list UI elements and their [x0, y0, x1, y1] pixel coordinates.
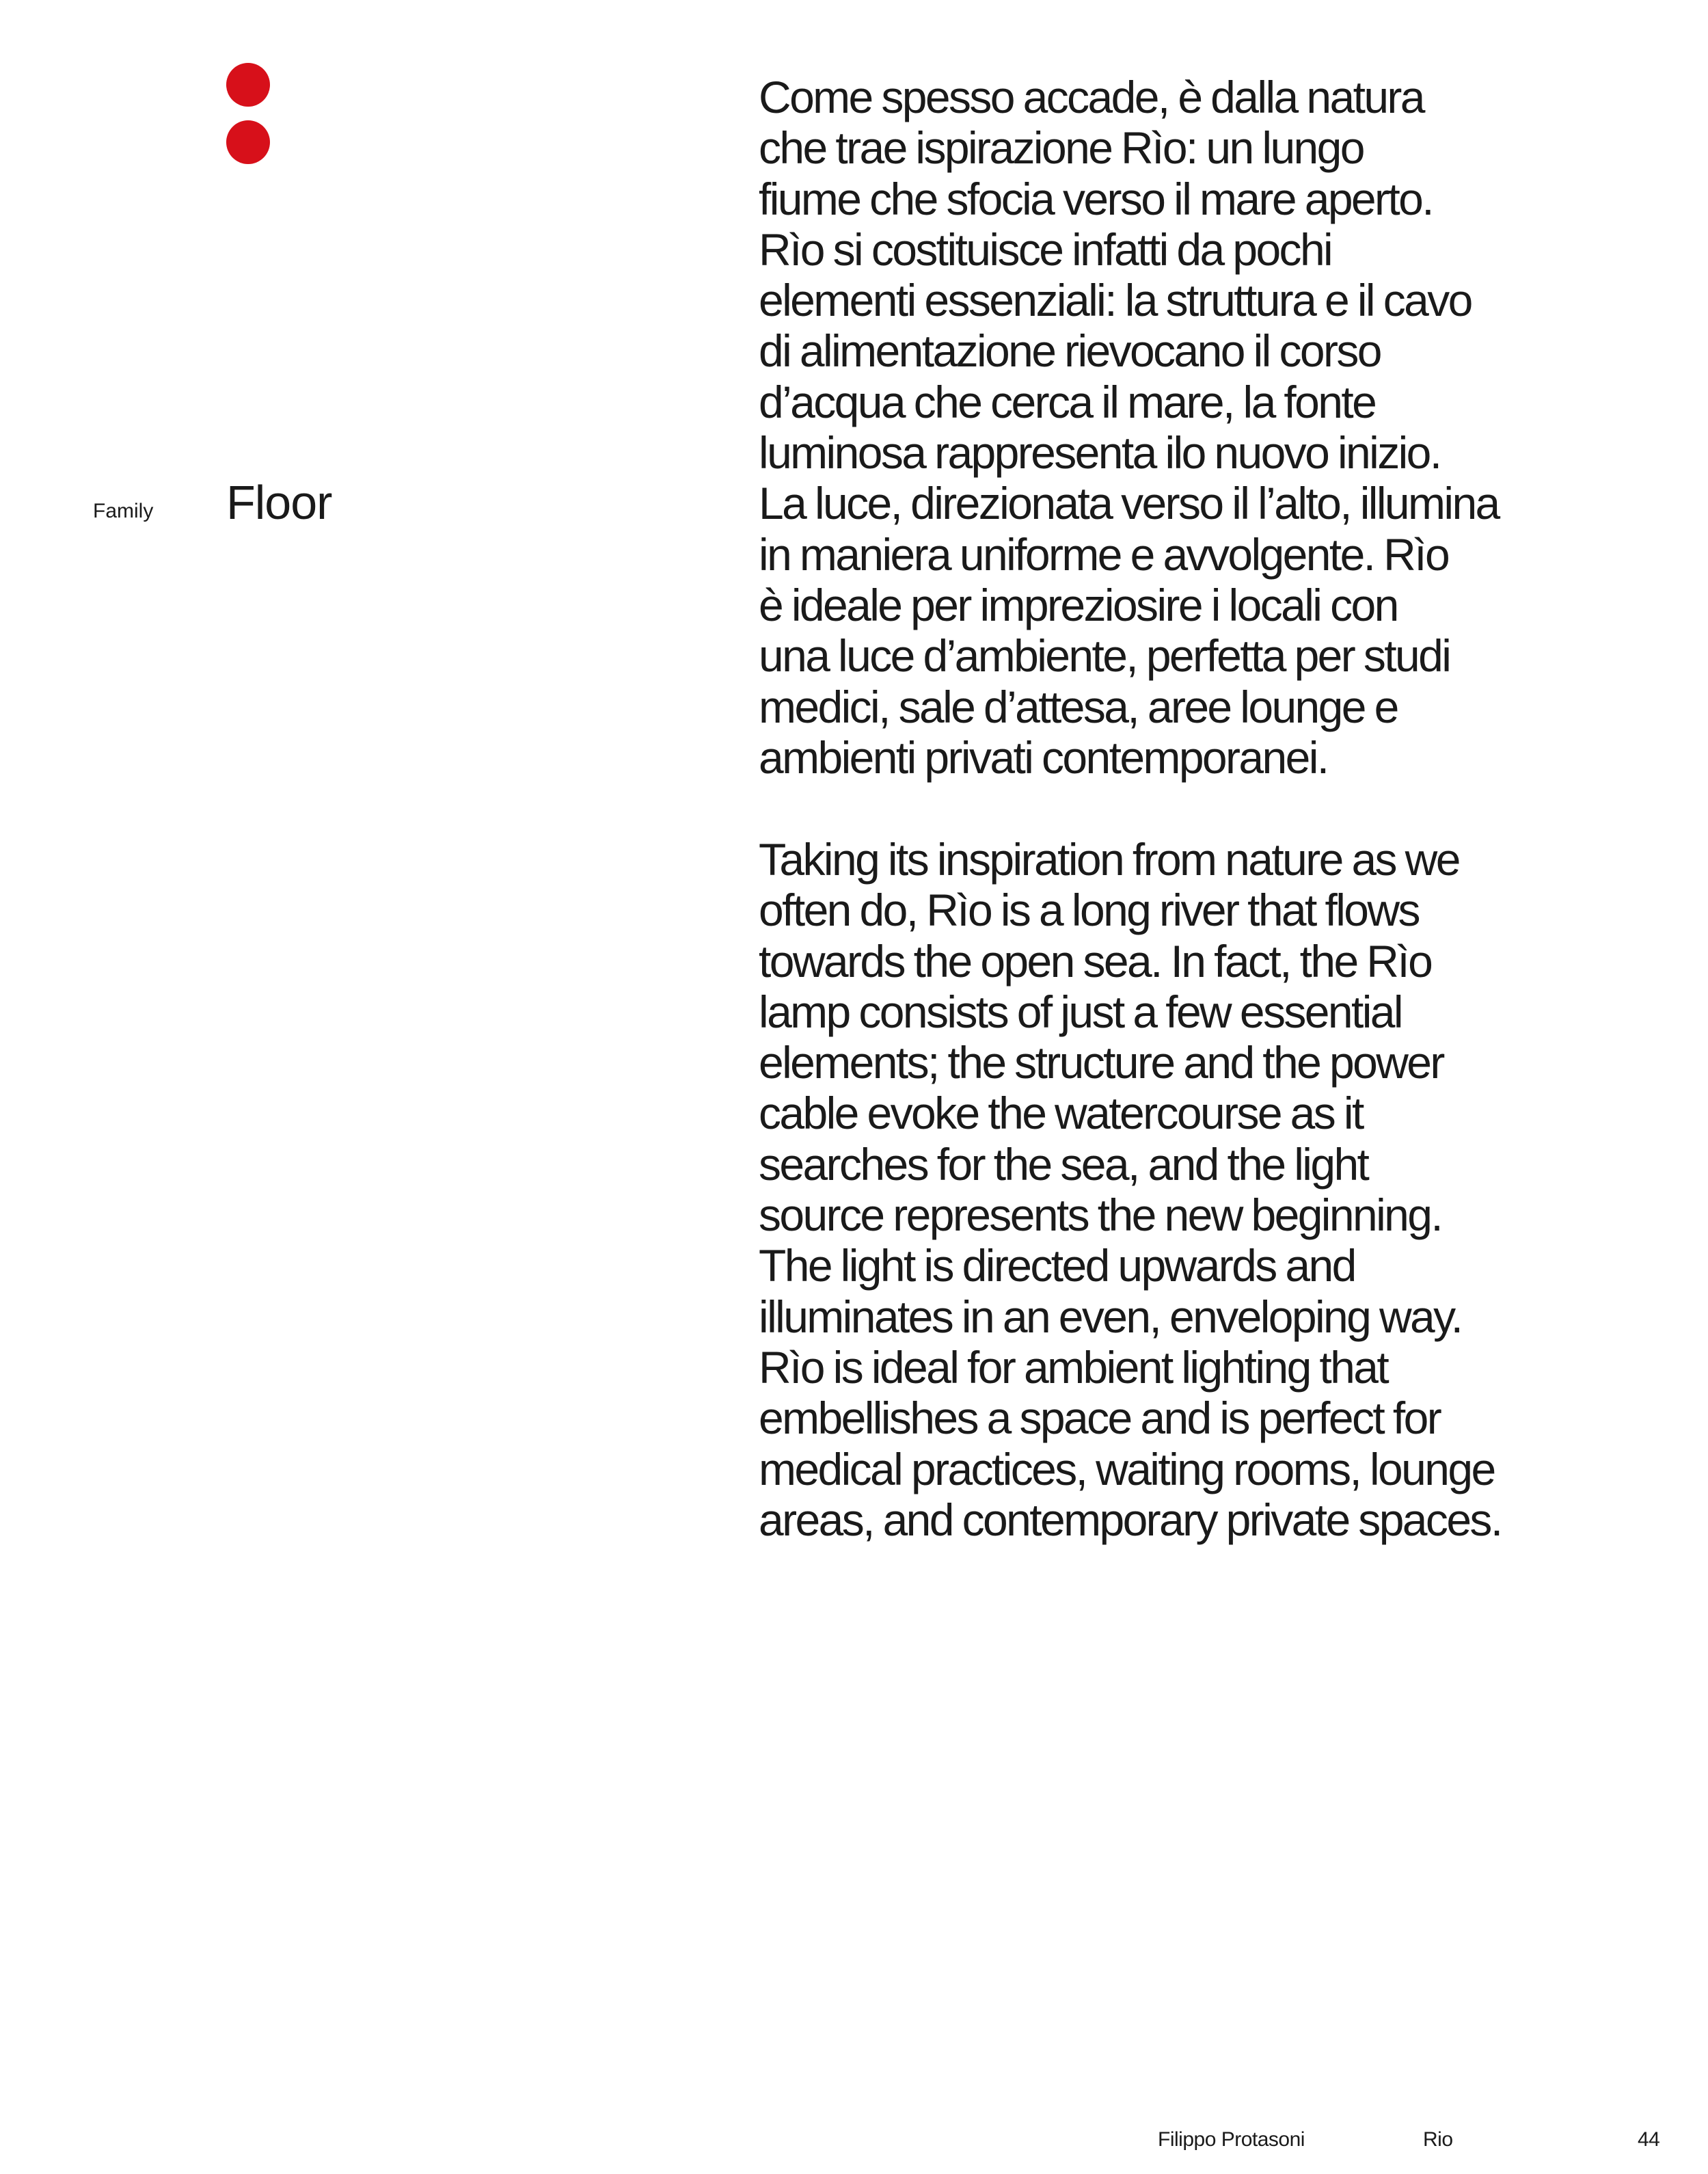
text-line: Rìo si costituisce infatti da pochi	[759, 224, 1332, 275]
text-line: è ideale per impreziosire i locali con	[759, 579, 1398, 630]
text-line: areas, and contemporary private spaces.	[759, 1494, 1502, 1545]
text-line: ambienti privati contemporanei.	[759, 732, 1328, 783]
footer-designer: Filippo Protasoni	[1158, 2128, 1305, 2151]
description-italian	[759, 72, 1675, 783]
red-dot-icon	[226, 63, 270, 107]
text-line: Come spesso accade, è dalla natura	[759, 72, 1424, 122]
text-line: source represents the new beginning.	[759, 1190, 1442, 1241]
text-line: luminosa rappresenta ilo nuovo inizio.	[759, 427, 1441, 479]
family-label: Family	[93, 500, 154, 522]
text-line: elements; the structure and the power	[759, 1037, 1443, 1088]
text-line: d’acqua che cerca il mare, la fonte	[759, 376, 1376, 427]
text-line: una luce d’ambiente, perfetta per studi	[759, 630, 1450, 682]
text-line: towards the open sea. In fact, the Rìo	[759, 935, 1432, 987]
text-line: medici, sale d’attesa, aree lounge e	[759, 681, 1398, 732]
red-dot-icon	[226, 120, 270, 164]
description-english	[759, 834, 1675, 1545]
text-line: di alimentazione rievocano il corso	[759, 325, 1381, 377]
footer-product: Rio	[1423, 2128, 1453, 2151]
page-number: 44	[1638, 2128, 1660, 2151]
text-line: often do, Rìo is a long river that flows	[759, 885, 1419, 936]
text-line: searches for the sea, and the light	[759, 1138, 1368, 1190]
text-line: The light is directed upwards and	[759, 1240, 1355, 1291]
text-line: illuminates in an even, enveloping way.	[759, 1291, 1462, 1342]
text-line: che trae ispirazione Rìo: un lungo	[759, 122, 1364, 174]
text-line: Taking its inspiration from nature as we	[759, 834, 1459, 885]
text-line: Rìo is ideal for ambient lighting that	[759, 1341, 1388, 1393]
text-line: in maniera uniforme e avvolgente. Rìo	[759, 528, 1449, 580]
text-line: lamp consists of just a few essential	[759, 986, 1402, 1037]
family-value: Floor	[226, 476, 332, 529]
text-line: fiume che sfocia verso il mare aperto.	[759, 173, 1433, 224]
text-line: cable evoke the watercourse as it	[759, 1088, 1363, 1139]
text-line: La luce, direzionata verso il l’alto, illumina	[759, 478, 1499, 529]
text-line: medical practices, waiting rooms, lounge	[759, 1443, 1495, 1494]
text-line: embellishes a space and is perfect for	[759, 1393, 1441, 1444]
text-line: elementi essenziali: la struttura e il cavo	[759, 275, 1472, 326]
